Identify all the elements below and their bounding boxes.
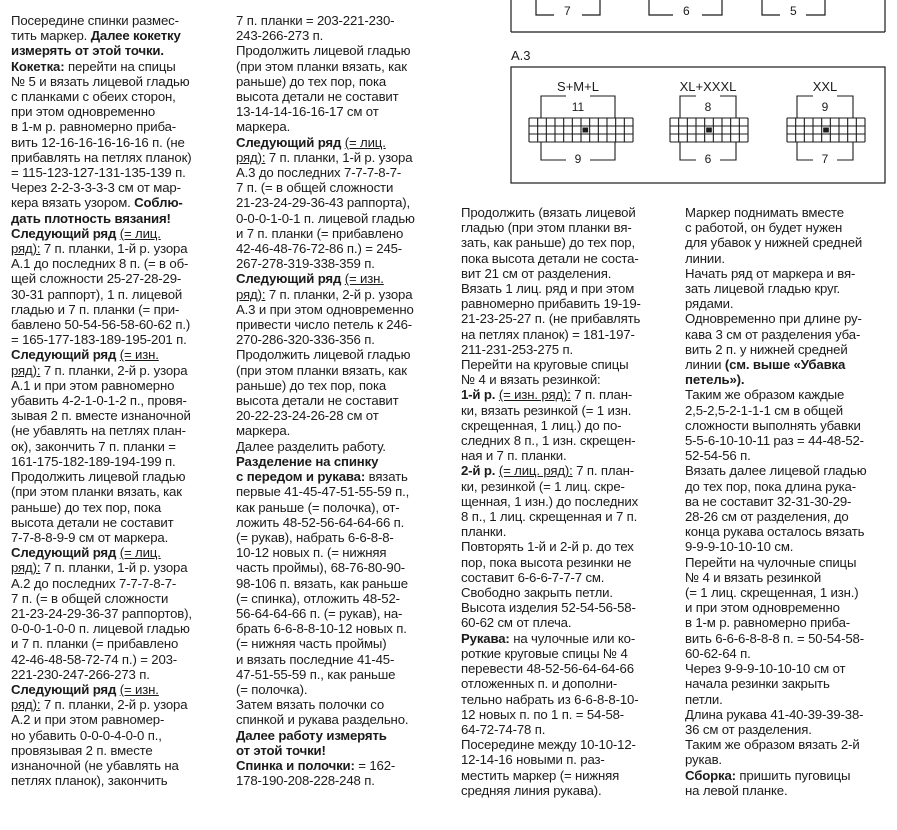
a3-size-group: [670, 79, 748, 166]
a3-size-group: [787, 79, 865, 166]
text-run: 7 п. план- ки, резинкой (= 1 лиц. скре- щенная, 1 изн.) до последних 8 п., 1 лиц. скрещенная и 7 п. планки. Повторять 1-й и 2-й р. до тех пор, пока высота резинки не составит 6-6-6-7-7-7 см. Свободно закрыть петли. Высота изделия 52-54-56-58- 60-62 см от плеча.: [461, 463, 639, 631]
text-run: вязать первые 41-45-47-51-55-59 п., как раньше (= полочка), от- ложить 48-52-56-64-64-66 п. (= рукав), набрать 6-6-8-8- 10-12 новых п. (= нижняя часть проймы), 68-76-80-90- 98-106 п. вязать, как раньше (= спинка), отложить 48-52- 56-64-64-66 п. (= рукав), на- брать 6-6-8-8-10-12 новых п. (= нижняя часть проймы) и вязать последние 41-45- 47-51-55-59 п., как раньше (= полочка). Затем вязать полочки со спинкой и рукава раздельно.: [236, 469, 410, 728]
text-run: Соблю- дать плотность вязания!: [11, 195, 183, 226]
text-run: Таким же образом каждые 2,5-2,5-2-1-1-1 см в общей сложности выполнять убавки 5-5-6-10-10-11 раз = 44-48-52- 52-54-56 п. Вязать далее лицевой гладью до тех пор, пока длина рука- ва не составит 32-31-30-29- 28-26 см от разделения, до конца рукава осталось вязать 9-9-9-10-10-10 см. Перейти на чулочные спицы № 4 и вязать резинкой (= 1 лиц. скрещенная, 1 изн.) и при этом одновременно в 1-м р. равномерно приба- вить 6-6-6-8-8-8 п. = 50-54-58- 60-62-64 п. Через 9-9-9-10-10-10 см от начала резинки закрыть петли. Длина рукава 41-40-39-39-38- 36 см от разделения. Таким же образом вязать 2-й рукав.: [685, 387, 867, 768]
text-run: 7 п. планки, 2-й р. узора А.3 и при этом одновременно привести число петель к 246- 270-286-320-336-356 п. Продолжить лицевой гладью (при этом планки вязать, как раньше) до тех пор, пока высота детали не составит 20-22-23-24-26-28 см от маркера. Далее разделить работу.: [236, 286, 414, 454]
text-run: Продолжить (вязать лицевой гладью (при этом планки вя- зать, как раньше) до тех пор, пока высота детали не соста- вит 21 см от разделения. Вязать 1 лиц. ряд и при этом равномерно прибавить 19-19- 21-23-25-27 п. (не прибавлять на петлях планок) = 181-197- 211-231-253-275 п. Перейти на круговые спицы № 4 и вязать резинкой:: [461, 205, 641, 388]
a3-bottom-count: 7: [821, 152, 829, 166]
text-run: 7 п. планки = 203-221-230- 243-266-273 п. Продолжить лицевой гладью (при этом планки вязать, как раньше) до тех пор, пока высота детали не составит 13-14-14-16-16-17 см от маркера.: [236, 13, 411, 135]
text-run: 7 п. планки, 2-й р. узора А.2 и при этом равномер- но убавить 0-0-0-4-0-0 п., провязывая 2 п. вместе изнаночной (не убавлять на петлях планок), закончить: [11, 697, 188, 789]
a2-count: 7: [564, 4, 571, 18]
text-run: Следующий ряд: [236, 134, 342, 150]
text-run: (см. выше «Убавка петель»).: [685, 357, 846, 388]
text-run: 7 п. планки, 2-й р. узора А.1 и при этом равномерно убавить 4-2-1-0-1-2 п., провя- зывая 2 п. вместе изнаночной (не убавлять на петлях план- ок), закончить 7 п. планки = 161-175-182-189-194-199 п. Продолжить лицевой гладью (при этом планки вязать, как раньше) до тех пор, пока высота детали не составит 7-7-8-8-9-9 см от маркера.: [11, 362, 191, 545]
text-run: 2-й р.: [461, 463, 496, 479]
text-run: Следующий ряд: [11, 225, 117, 241]
text-run: 7 п. план- ки, вязать резинкой (= 1 изн. скрещенная, 1 лиц.) до по- следних 8 п., 1 изн. скрещен- ная и 7 п. планки.: [461, 387, 636, 464]
text-run: Рукава:: [461, 630, 510, 646]
text-run: Далее работу измерять от этой точки!: [236, 727, 387, 758]
text-run: (= лиц. ряд):: [236, 134, 386, 165]
text-run: Кокетка:: [11, 58, 65, 74]
text-run: 7 п. планки, 1-й р. узора А.2 до последних 7-7-7-8-7- 7 п. (= в общей сложности 21-23-24-29-36-37 раппортов), 0-0-0-1-0-0 п. лицевой гладью и 7 п. планки (= прибавлено 42-46-48-58-72-74 п.) = 203- 221-230-247-266-273 п.: [11, 560, 192, 682]
a3-size-label: S+M+L: [557, 79, 599, 94]
a3-size-label: XL+XXXL: [679, 79, 737, 94]
text-run: Разделение на спинку с передом и рукава:: [236, 453, 379, 485]
text-run: 7 п. планки, 1-й р. узора А.1 до последних 8 п. (= в об- щей сложности 25-27-28-29- 30-31 раппорт), 1 п. лицевой гладью и 7 п. планки (= при- бавлено 50-54-56-58-60-62 п.) = 165-177-183-189-195-201 п.: [11, 241, 191, 348]
text-run: (= лиц. ряд):: [498, 463, 573, 479]
text-run: 7 п. планки, 1-й р. узора А.3 до последних 7-7-7-8-7- 7 п. (= в общей сложности 21-23-24-29-36-43 раппорта), 0-0-0-1-0-1 п. лицевой гладью и 7 п. планки (= прибавлено 42-46-48-76-72-86 п.) = 245- 267-278-319-338-359 п.: [236, 149, 415, 272]
text-run: (= изн. ряд):: [11, 347, 159, 378]
a3-size-group: [529, 79, 633, 166]
text-run: Маркер поднимать вместе с работой, он будет нужен для убавок у нижней средней линии. Начать ряд от маркера и вя- зать лицевой гладью круг. рядами. Одновременно при длине ру- кава 3 см от разделения уба- вить 2 п. у нижней средней линии: [685, 205, 863, 373]
a3-top-count: 11: [571, 100, 585, 114]
a3-top-count: 9: [821, 100, 829, 114]
text-run: (= лиц. ряд):: [11, 545, 161, 576]
a3-top-count: 8: [704, 100, 712, 114]
text-run: = 162- 178-190-208-228-248 п.: [236, 757, 396, 789]
text-run: на чулочные или ко- роткие круговые спицы № 4 перевести 48-52-56-64-64-66 отложенных п. и дополни- тельно набрать из 6-6-8-8-10- 12 новых п. по 1 п. = 54-58- 64-72-74-78 п. Посередине между 10-10-12- 12-14-16 новыми п. раз- местить маркер (= нижняя средняя линия рукава).: [461, 630, 639, 798]
text-run: (= лиц. ряд):: [11, 225, 161, 257]
text-run: (= изн. ряд):: [498, 387, 571, 403]
text-run: пришить пуговицы на левой планке.: [685, 767, 851, 798]
text-run: Следующий ряд: [11, 545, 117, 561]
chart-title: A.3: [511, 48, 531, 63]
a3-bottom-count: 9: [574, 152, 582, 166]
text-run: Следующий ряд: [11, 681, 117, 697]
a3-size-label: XXL: [812, 79, 838, 94]
text-run: Спинка и полочки:: [236, 757, 355, 773]
a2-count: 6: [683, 4, 690, 18]
text-run: Посередине спинки размес- тить маркер.: [11, 13, 179, 44]
text-run: Сборка:: [685, 767, 736, 783]
chart-a3-groups: [529, 79, 865, 166]
text-run: 1-й р.: [461, 387, 496, 403]
text-run: Далее кокетку измерять от этой точки.: [11, 28, 181, 59]
a3-bottom-count: 6: [704, 152, 712, 166]
text-run: перейти на спицы № 5 и вязать лицевой гладью с планками с обеих сторон, при этом одновременно в 1-м р. равномерно приба- вить 12-16-16-16-16-16 п. (не прибавлять на петлях планок) = 115-123-127-131-135-139 п. Через 2-2-3-3-3-3 см от мар- кера вязать узором.: [11, 58, 192, 211]
text-run: (= изн. ряд):: [11, 681, 159, 713]
a2-count: 5: [790, 4, 797, 18]
text-run: (= изн. ряд):: [236, 271, 384, 302]
text-run: Следующий ряд: [236, 271, 342, 287]
text-run: Следующий ряд: [11, 347, 117, 363]
